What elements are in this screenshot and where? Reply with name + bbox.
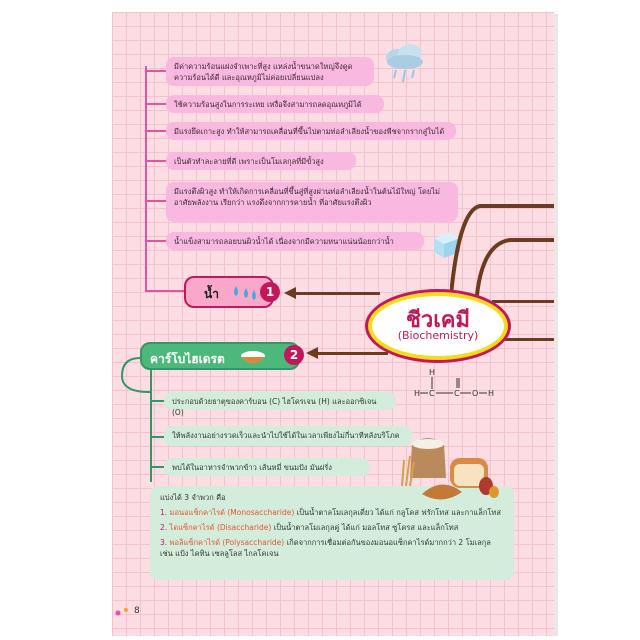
branch-water [292,292,380,295]
topic-number-2: 2 [284,345,304,365]
atom-c: C [429,389,435,398]
atom-h: H [488,389,495,398]
atom-o: O [472,389,479,398]
water-fact-2: ใช้ความร้อนสูงในการระเหย เหงื่อจึงสามารถลดอุณหภูมิได้ [166,95,384,113]
page-number: 8 [134,606,140,616]
water-connector [145,66,147,292]
carb-type-1: 1. มอนอแซ็กคาไรด์ (Monosaccharide) เป็นน้ำตาลโมเลกุลเดี่ยว ได้แก่ กลูโคส ฟรักโทส และกาแล็กโทส [160,508,501,517]
carb-fact-3: พบได้ในอาหารจำพวกข้าว เส้นหมี่ ขนมปัง มันฝรั่ง [164,458,370,476]
topic-number-1: 1 [260,282,280,302]
water-fact-5: มีแรงตึงผิวสูง ทำให้เกิดการเคลื่อนที่ขึ้นสู่ที่สูงผ่านท่อลำเลียงน้ำในต้นไม้ใหญ่ โดยไม่อาศัยพลังงาน เรียกว่า แรงดึงจากการคายน้ำ ที่อาศัยแรงตึงผิว [166,182,458,222]
tick [150,400,164,402]
water-fact-4: เป็นตัวทำละลายที่ดี เพราะเป็นโมเลกุลที่มีขั้วสูง [166,152,356,170]
carb-type-2: 2. ไดแซ็กคาไรด์ (Disaccharide) เป็นน้ำตาลโมเลกุลคู่ ได้แก่ มอลโทส ซูโครส และแล็กโทส [160,523,459,532]
tick [150,436,164,438]
title-bubble [368,292,508,360]
carb-type-3: 3. พอลิแซ็กคาไรด์ (Polysaccharide) เกิดจากการเชื่อมต่อกันของมอนอแซ็กคาไรด์มากกว่า 2 โมเลกุล เช่น แป้ง ไคทิน เซลลูโลส ไกลโคเจน [160,538,491,558]
bread-grain-icon [398,426,502,508]
water-fact-3: มีแรงยึดเกาะสูง ทำให้สามารถเคลื่อนที่ขึ้นไปตามท่อลำเลียงน้ำของพืชจากรากสู่ใบได้ [166,122,456,140]
atom-h: H [429,368,436,377]
tick [145,130,166,132]
tick [145,103,166,105]
tick [145,200,166,202]
title-thai: ชีวเคมี [405,308,471,333]
water-fact-6: น้ำแข็งสามารถลอยบนผิวน้ำได้ เนื่องจากมีความหนาแน่นน้อยกว่าน้ำ [166,232,424,250]
topic-carbohydrate-label: คาร์โบไฮเดรต [150,352,225,366]
rice-bowl-icon [238,348,268,368]
rain-cloud-icon [380,42,430,86]
branch-right-4 [496,338,554,341]
topic-water-label: น้ำ [204,287,219,301]
carb-fact-2: ให้พลังงานอย่างรวดเร็วและนำไปใช้ได้ในเวลาเพียงไม่กี่นาทีหลังบริโภค [164,426,412,446]
atom-c: C [454,389,460,398]
tick [145,70,166,72]
decorative-dots [114,606,132,616]
branch-carbohydrate [314,352,388,355]
molecule-diagram [410,366,500,422]
carb-fact-1: ประกอบด้วยธาตุของคาร์บอน (C) ไฮโดรเจน (H) และออกซิเจน (O) [164,392,396,410]
title-english: (Biochemistry) [397,329,479,342]
page-shadow [554,14,558,636]
tick [145,160,166,162]
topic-carbohydrate[interactable] [140,342,300,370]
arrow-left-icon [306,347,318,359]
water-fact-1: มีค่าความร้อนแฝงจำเพาะที่สูง แหล่งน้ำขนาดใหญ่จึงดูดความร้อนได้ดี และอุณหภูมิไม่ค่อยเปลี่ยนแปลง [166,57,374,86]
branch-upper-right [450,196,554,306]
tick [150,466,164,468]
water-drops-icon [230,284,260,302]
arrow-left-icon [284,287,296,299]
tick [145,240,166,242]
atom-h: H [414,389,421,398]
carb-connector-curve [118,356,158,396]
water-connector-foot [145,290,185,292]
carb-types-intro: แบ่งได้ 3 จำพวก คือ [160,493,226,502]
